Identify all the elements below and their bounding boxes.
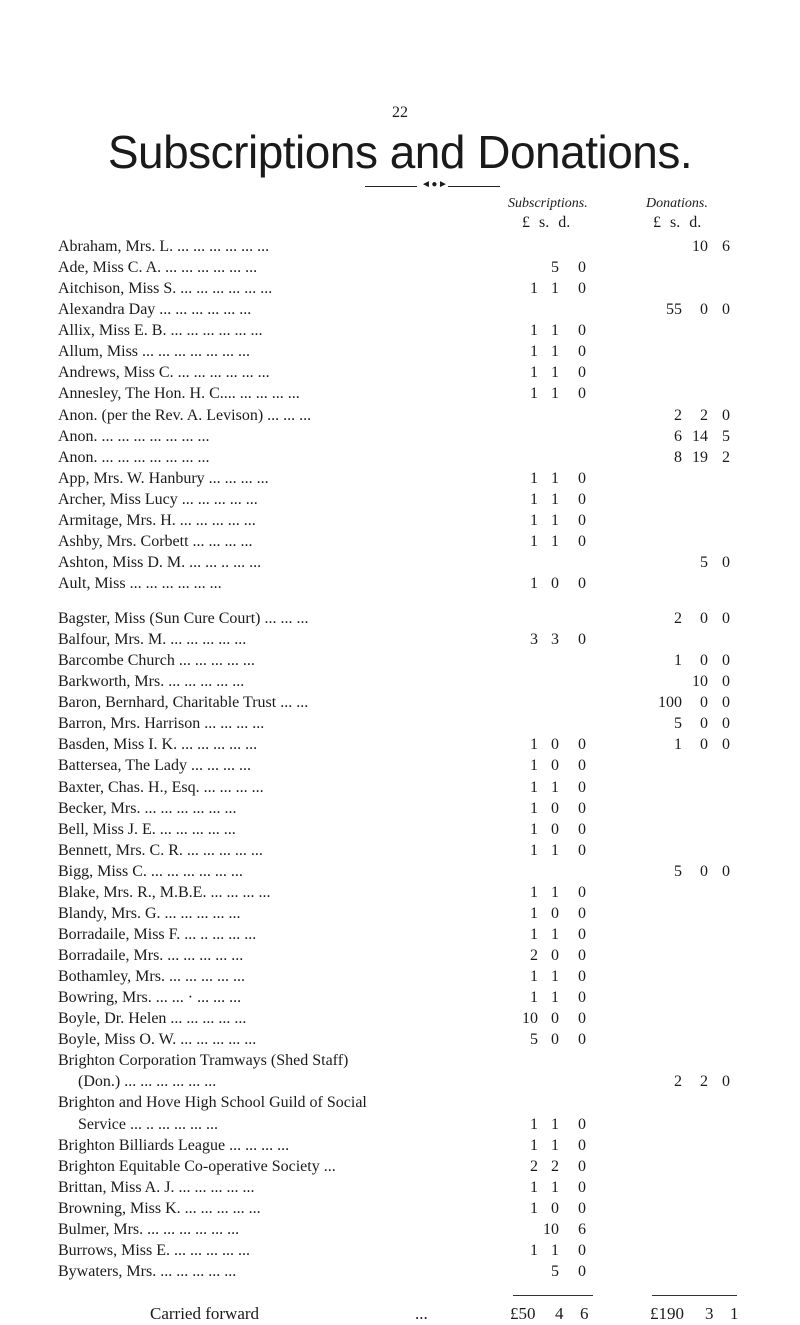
donation-shillings: 0 (700, 610, 708, 627)
table-row (0, 1220, 800, 1240)
donation-shillings: 19 (692, 448, 708, 466)
subscription-pence: 0 (578, 968, 586, 985)
ornament-rule-right (448, 186, 500, 187)
carried-forward-label: Carried forward (150, 1304, 260, 1323)
subscription-shillings: 0 (551, 757, 559, 775)
table-row (0, 1115, 800, 1135)
table-row (0, 609, 800, 629)
subscription-pence: 0 (578, 490, 586, 508)
subscriber-name: Blake, Mrs. R., M.B.E. ... ... ... ... (58, 883, 271, 901)
subscriber-name: Browning, Miss K. ... ... ... ... ... (58, 1199, 261, 1217)
subscription-pence: 0 (578, 820, 586, 838)
subscriber-name: Service ... .. ... ... ... ... (78, 1115, 218, 1133)
subscriber-name: Ade, Miss C. A. ... ... ... ... ... ... (58, 259, 258, 277)
donation-shillings: 0 (700, 862, 708, 880)
subscription-pounds: 5 (530, 1031, 538, 1049)
ornament-dots: ◄ ● ► (421, 179, 447, 190)
table-row (0, 448, 800, 468)
subscriber-name: Becker, Mrs. ... ... ... ... ... ... (58, 799, 237, 817)
subscription-pence: 0 (578, 1136, 586, 1154)
subscription-pence: 0 (578, 1199, 586, 1217)
donation-pounds: 1 (674, 652, 682, 670)
subscriber-name: Ashby, Mrs. Corbett ... ... ... ... (58, 532, 253, 550)
subscription-pounds: 2 (530, 947, 538, 964)
page-number: 22 (392, 104, 408, 121)
donation-pence: 0 (722, 1073, 730, 1091)
subscription-shillings: 1 (551, 280, 559, 298)
donation-pence: 0 (722, 715, 730, 733)
subscription-pence: 0 (578, 1178, 586, 1196)
table-row (0, 279, 800, 299)
subscription-pence: 0 (578, 511, 586, 529)
donation-shillings: 0 (700, 736, 708, 754)
donation-pence: 0 (722, 610, 730, 627)
donation-pounds: 2 (674, 406, 682, 424)
subscription-pounds: 1 (530, 1178, 538, 1196)
subscription-pence: 0 (578, 1262, 586, 1280)
subscription-pence: 0 (578, 1157, 586, 1175)
table-row (0, 735, 800, 755)
table-row (0, 925, 800, 945)
table-row (0, 384, 800, 404)
donation-pounds: 55 (666, 301, 682, 319)
subscription-shillings: 10 (543, 1220, 559, 1238)
subscriber-name: Boyle, Miss O. W. ... ... ... ... ... (58, 1031, 257, 1049)
table-row (0, 988, 800, 1008)
ornament-rule-left (365, 186, 417, 187)
subscriber-name: Allum, Miss ... ... ... ... ... ... ... (58, 343, 251, 361)
table-row (0, 469, 800, 489)
donation-pounds: 100 (658, 694, 682, 712)
subscriber-name: Bell, Miss J. E. ... ... ... ... ... (58, 820, 236, 838)
donation-shillings: 0 (700, 652, 708, 670)
subscriber-name: Bothamley, Mrs. ... ... ... ... ... (58, 968, 245, 985)
table-row (0, 427, 800, 447)
subscription-shillings: 5 (551, 259, 559, 277)
table-row (0, 799, 800, 819)
table-row (0, 672, 800, 692)
carried-forward-dots: ... (415, 1304, 428, 1323)
donation-pounds: 5 (674, 862, 682, 880)
subscription-pence: 0 (578, 1010, 586, 1028)
subscription-shillings: 1 (551, 469, 559, 487)
subscription-shillings: 1 (551, 1136, 559, 1154)
subscriber-name: Brighton Corporation Tramways (Shed Staff) (58, 1052, 349, 1070)
subscription-pounds: 1 (530, 925, 538, 943)
donations-total-rule (652, 1295, 737, 1296)
subscription-pence: 0 (578, 757, 586, 775)
donation-pounds: 5 (674, 715, 682, 733)
subscription-pounds: 2 (530, 1157, 538, 1175)
subscription-pence: 0 (578, 532, 586, 550)
table-row (0, 883, 800, 903)
donation-shillings: 10 (692, 238, 708, 255)
donation-shillings: 0 (700, 715, 708, 733)
subscription-pence: 0 (578, 989, 586, 1007)
subscription-pounds: 1 (530, 757, 538, 775)
subscription-pounds: 1 (530, 820, 538, 838)
subscription-pence: 6 (578, 1220, 586, 1238)
table-row (0, 490, 800, 510)
subscription-pence: 0 (578, 385, 586, 403)
subscription-pence: 0 (578, 322, 586, 340)
subscriber-name: Anon. ... ... ... ... ... ... ... (58, 427, 210, 445)
subscription-pence: 0 (578, 904, 586, 922)
table-row (0, 363, 800, 383)
donation-shillings: 2 (700, 406, 708, 424)
subscription-pounds: 1 (530, 736, 538, 754)
donations-total-shillings: 3 (705, 1304, 714, 1323)
subscription-pounds: 1 (530, 385, 538, 403)
table-row (0, 630, 800, 650)
table-row (0, 862, 800, 882)
subscriber-name: Anon. (per the Rev. A. Levison) ... ... ... (58, 406, 312, 424)
table-row (0, 1072, 800, 1092)
subscription-pence: 0 (578, 947, 586, 964)
subscriber-name: Allix, Miss E. B. ... ... ... ... ... ... (58, 322, 263, 340)
subscription-shillings: 1 (551, 1241, 559, 1259)
table-row (0, 574, 800, 594)
title-ornament (365, 179, 500, 190)
subscription-pence: 0 (578, 280, 586, 298)
table-row (0, 532, 800, 552)
subscription-pence: 0 (578, 883, 586, 901)
table-row (0, 820, 800, 840)
donation-shillings: 2 (700, 1073, 708, 1091)
subscription-pounds: 1 (530, 343, 538, 361)
subscription-pence: 0 (578, 736, 586, 754)
subscriber-name: Ashton, Miss D. M. ... ... .. ... ... (58, 553, 262, 571)
subscriber-name: Brighton Equitable Co-operative Society ... (58, 1157, 336, 1175)
table-row (0, 258, 800, 278)
donation-pounds: 8 (674, 448, 682, 466)
donation-pence: 5 (722, 427, 730, 445)
subscription-shillings: 0 (551, 575, 559, 592)
subscription-shillings: 0 (551, 1010, 559, 1028)
donation-pounds: 6 (674, 427, 682, 445)
subscription-shillings: 1 (551, 883, 559, 901)
subscriber-name: Barcombe Church ... ... ... ... ... (58, 652, 255, 670)
subscription-shillings: 0 (551, 904, 559, 922)
donation-pence: 0 (722, 406, 730, 424)
subscriber-name: Baxter, Chas. H., Esq. ... ... ... ... (58, 778, 264, 796)
subscriber-name: Bowring, Mrs. ... ... · ... ... ... (58, 989, 242, 1007)
subscriber-name: Archer, Miss Lucy ... ... ... ... ... (58, 490, 258, 508)
subscriptions-total-pence: 6 (580, 1304, 589, 1323)
subscriber-name: Bennett, Mrs. C. R. ... ... ... ... ... (58, 841, 263, 859)
table-row (0, 946, 800, 966)
subscription-pence: 0 (578, 778, 586, 796)
subscription-pounds: 1 (530, 322, 538, 340)
subscription-pounds: 1 (530, 511, 538, 529)
subscription-pounds: 1 (530, 841, 538, 859)
subscriber-name: Bagster, Miss (Sun Cure Court) ... ... ... (58, 610, 309, 627)
donations-total-pounds: £190 (650, 1304, 684, 1323)
subscriber-name: Basden, Miss I. K. ... ... ... ... ... (58, 736, 258, 754)
table-row (0, 553, 800, 573)
subscription-pence: 0 (578, 841, 586, 859)
subscriptions-units: £ s. d. (522, 214, 571, 231)
table-row (0, 1241, 800, 1261)
subscription-shillings: 0 (551, 799, 559, 817)
subscription-shillings: 2 (551, 1157, 559, 1175)
subscription-shillings: 5 (551, 1262, 559, 1280)
donation-pence: 0 (722, 694, 730, 712)
table-row (0, 778, 800, 798)
subscription-pounds: 3 (530, 631, 538, 649)
subscription-shillings: 0 (551, 1031, 559, 1049)
subscription-pounds: 1 (530, 968, 538, 985)
subscription-shillings: 1 (551, 385, 559, 403)
subscriber-name: Brighton Billiards League ... ... ... ... (58, 1136, 290, 1154)
subscription-pounds: 1 (530, 469, 538, 487)
table-row (0, 1157, 800, 1177)
table-row (0, 321, 800, 341)
table-row (0, 904, 800, 924)
subscriber-name: Bigg, Miss C. ... ... ... ... ... ... (58, 862, 243, 880)
subscriber-name: Armitage, Mrs. H. ... ... ... ... ... (58, 511, 256, 529)
subscriber-name: Bywaters, Mrs. ... ... ... ... ... (58, 1262, 237, 1280)
table-row (0, 651, 800, 671)
subscription-shillings: 0 (551, 736, 559, 754)
subscription-pounds: 10 (522, 1010, 538, 1028)
table-row (0, 1136, 800, 1156)
subscriber-name: Burrows, Miss E. ... ... ... ... ... (58, 1241, 251, 1259)
subscriptions-total-shillings: 4 (555, 1304, 564, 1323)
subscription-pence: 0 (578, 259, 586, 277)
subscription-pence: 0 (578, 343, 586, 361)
table-row (0, 511, 800, 531)
subscription-pence: 0 (578, 364, 586, 382)
subscription-pence: 0 (578, 631, 586, 649)
subscription-pounds: 1 (530, 490, 538, 508)
subscriptions-header: Subscriptions. (508, 196, 588, 211)
subscription-shillings: 1 (551, 968, 559, 985)
subscription-shillings: 0 (551, 1199, 559, 1217)
subscriber-name: Ault, Miss ... ... ... ... ... ... (58, 575, 222, 592)
subscription-pence: 0 (578, 799, 586, 817)
subscriber-name: Brighton and Hove High School Guild of Social (58, 1094, 367, 1112)
table-row (0, 300, 800, 320)
donation-pence: 0 (722, 301, 730, 319)
subscription-pounds: 1 (530, 778, 538, 796)
subscription-shillings: 1 (551, 364, 559, 382)
subscriber-name: Aitchison, Miss S. ... ... ... ... ... ... (58, 280, 273, 298)
subscriber-name: Barron, Mrs. Harrison ... ... ... ... (58, 715, 265, 733)
donation-shillings: 10 (692, 673, 708, 691)
subscription-pounds: 1 (530, 904, 538, 922)
subscription-shillings: 1 (551, 989, 559, 1007)
subscription-pounds: 1 (530, 1115, 538, 1133)
subscription-pounds: 1 (530, 1136, 538, 1154)
subscription-shillings: 1 (551, 511, 559, 529)
donations-total-pence: 1 (730, 1304, 739, 1323)
subscriber-name: Bulmer, Mrs. ... ... ... ... ... ... (58, 1220, 240, 1238)
subscription-pounds: 1 (530, 1241, 538, 1259)
donation-pence: 6 (722, 238, 730, 255)
subscriptions-total-rule (513, 1295, 593, 1296)
subscription-pounds: 1 (530, 364, 538, 382)
subscription-pence: 0 (578, 1115, 586, 1133)
subscription-shillings: 0 (551, 820, 559, 838)
table-row (0, 1178, 800, 1198)
subscriber-name: Andrews, Miss C. ... ... ... ... ... ... (58, 364, 270, 382)
subscription-pounds: 1 (530, 575, 538, 592)
subscriber-name: Abraham, Mrs. L. ... ... ... ... ... ... (58, 238, 270, 255)
subscription-shillings: 1 (551, 925, 559, 943)
subscription-pence: 0 (578, 925, 586, 943)
donation-pence: 2 (722, 448, 730, 466)
donation-shillings: 0 (700, 301, 708, 319)
table-row (0, 693, 800, 713)
table-row (0, 756, 800, 776)
table-row (0, 1199, 800, 1219)
subscriber-name: App, Mrs. W. Hanbury ... ... ... ... (58, 469, 269, 487)
table-row (0, 1093, 800, 1113)
subscriber-name: Battersea, The Lady ... ... ... ... (58, 757, 251, 775)
table-row (0, 237, 800, 257)
subscriber-name: Baron, Bernhard, Charitable Trust ... ... (58, 694, 309, 712)
subscription-shillings: 1 (551, 1115, 559, 1133)
donation-pounds: 1 (674, 736, 682, 754)
subscription-pence: 0 (578, 1241, 586, 1259)
subscription-pounds: 1 (530, 799, 538, 817)
table-row (0, 1051, 800, 1071)
subscription-pounds: 1 (530, 989, 538, 1007)
subscription-shillings: 1 (551, 1178, 559, 1196)
subscription-pence: 0 (578, 575, 586, 592)
subscription-pounds: 1 (530, 280, 538, 298)
subscriber-name: Anon. ... ... ... ... ... ... ... (58, 448, 210, 466)
subscription-shillings: 1 (551, 841, 559, 859)
table-row (0, 406, 800, 426)
subscriber-name: Blandy, Mrs. G. ... ... ... ... ... (58, 904, 241, 922)
subscription-shillings: 3 (551, 631, 559, 649)
subscriber-name: Brittan, Miss A. J. ... ... ... ... ... (58, 1178, 255, 1196)
table-row (0, 1262, 800, 1282)
donation-shillings: 14 (692, 427, 708, 445)
subscription-pence: 0 (578, 469, 586, 487)
subscription-pounds: 1 (530, 883, 538, 901)
table-row (0, 714, 800, 734)
donation-pounds: 2 (674, 1073, 682, 1091)
subscription-shillings: 1 (551, 532, 559, 550)
subscriber-name: Borradaile, Miss F. ... .. ... ... ... (58, 925, 257, 943)
page-title: Subscriptions and Donations. (107, 126, 693, 178)
table-row (0, 342, 800, 362)
donation-pence: 0 (722, 673, 730, 691)
donation-pence: 0 (722, 553, 730, 571)
table-row (0, 1030, 800, 1050)
donations-units: £ s. d. (653, 214, 702, 231)
donation-shillings: 5 (700, 553, 708, 571)
subscription-shillings: 1 (551, 322, 559, 340)
subscriber-name: Alexandra Day ... ... ... ... ... ... (58, 301, 252, 319)
subscriber-name: Boyle, Dr. Helen ... ... ... ... ... (58, 1010, 247, 1028)
subscription-shillings: 1 (551, 490, 559, 508)
table-row (0, 841, 800, 861)
donation-pounds: 2 (674, 610, 682, 627)
subscription-shillings: 0 (551, 947, 559, 964)
subscription-pence: 0 (578, 1031, 586, 1049)
subscriber-name: Barkworth, Mrs. ... ... ... ... ... (58, 673, 245, 691)
subscription-pounds: 1 (530, 532, 538, 550)
donations-header: Donations. (646, 196, 708, 211)
subscriptions-total-pounds: £50 (510, 1304, 536, 1323)
table-row (0, 967, 800, 987)
donation-pence: 0 (722, 652, 730, 670)
subscriber-name: Balfour, Mrs. M. ... ... ... ... ... (58, 631, 247, 649)
table-row (0, 1009, 800, 1029)
subscriber-name: Annesley, The Hon. H. C.... ... ... ... ... (58, 385, 300, 403)
donation-pence: 0 (722, 862, 730, 880)
donation-shillings: 0 (700, 694, 708, 712)
subscription-pounds: 1 (530, 1199, 538, 1217)
subscriber-name: (Don.) ... ... ... ... ... ... (78, 1073, 217, 1091)
donation-pence: 0 (722, 736, 730, 754)
subscription-shillings: 1 (551, 778, 559, 796)
subscriber-name: Borradaile, Mrs. ... ... ... ... ... (58, 947, 244, 964)
subscription-shillings: 1 (551, 343, 559, 361)
